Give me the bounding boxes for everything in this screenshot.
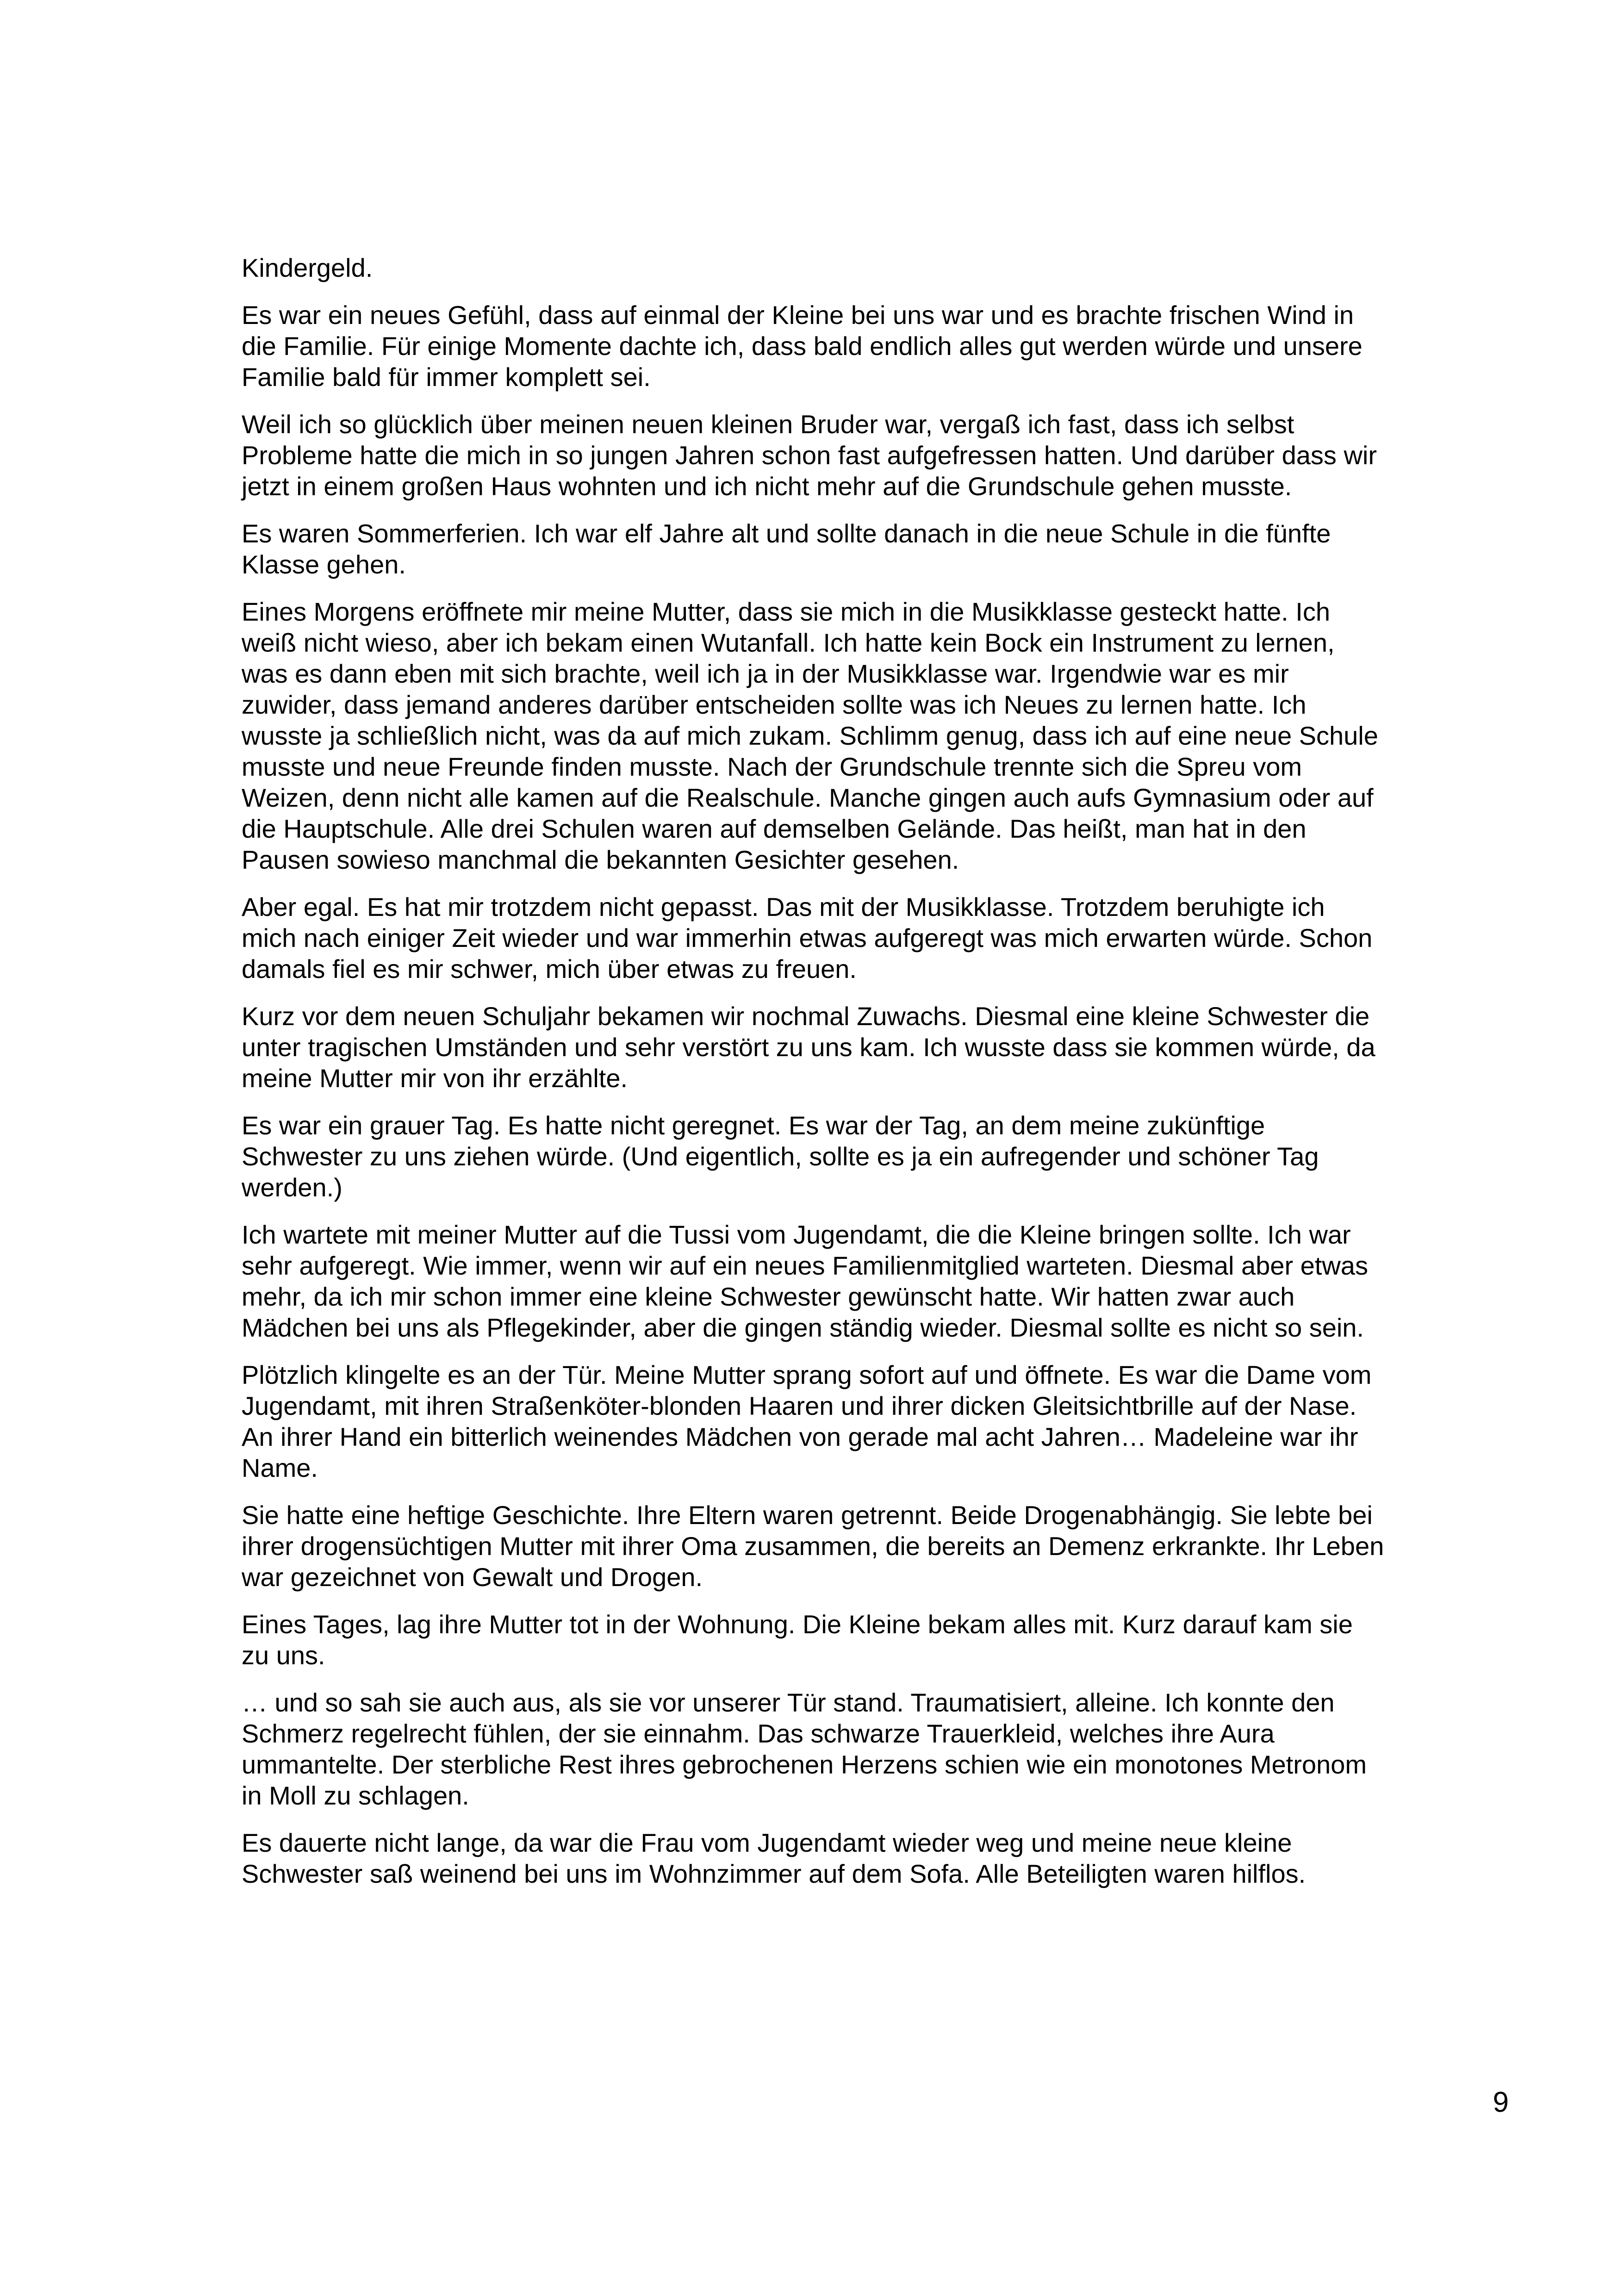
paragraph: Eines Morgens eröffnete mir meine Mutter, dass sie mich in die Musikklasse gesteckt hatte. Ich weiß nicht wieso, aber ich bekam einen Wutanfall. Ich hatte kein Bock ein Instrument zu lernen, was es dann eben mit sich brachte, weil ich ja in der Musikklasse war. Irgendwie war es mir zuwider, dass jemand anderes darüber entscheiden sollte was ich Neues zu lernen hatte. Ich wusste ja schließlich nicht, was da auf mich zukam. Schlimm genug, dass ich auf eine neue Schule musste und neue Freunde finden musste. Nach der Grundschule trennte sich die Spreu vom Weizen, denn nicht alle kamen auf die Realschule. Manche gingen auch aufs Gymnasium oder auf die Hauptschule. Alle drei Schulen waren auf demselben Gelände. Das heißt, man hat in den Pausen sowieso manchmal die bekannten Gesichter gesehen. [242, 597, 1378, 874]
paragraph: Es war ein grauer Tag. Es hatte nicht geregnet. Es war der Tag, an dem meine zukünftige Schwester zu uns ziehen würde. (Und eigentlich, sollte es ja ein aufregender und schöner Tag werden.) [242, 1111, 1319, 1202]
paragraph: Eines Tages, lag ihre Mutter tot in der Wohnung. Die Kleine bekam alles mit. Kurz darauf kam sie zu uns. [242, 1610, 1353, 1670]
paragraph: Es waren Sommerferien. Ich war elf Jahre alt und sollte danach in die neue Schule in die fünfte Klasse gehen. [242, 519, 1331, 579]
paragraph: Sie hatte eine heftige Geschichte. Ihre Eltern waren getrennt. Beide Drogenabhängig. Sie lebte bei ihrer drogensüchtigen Mutter mit ihrer Oma zusammen, die bereits an Demenz erkrankte. Ihr Leben war gezeichnet von Gewalt und Drogen. [242, 1500, 1384, 1592]
paragraph: Aber egal. Es hat mir trotzdem nicht gepasst. Das mit der Musikklasse. Trotzdem beruhigte ich mich nach einiger Zeit wieder und war immerhin etwas aufgeregt was mich erwarten würde. Schon damals fiel es mir schwer, mich über etwas zu freuen. [242, 892, 1373, 983]
paragraph: Es war ein neues Gefühl, dass auf einmal der Kleine bei uns war und es brachte frischen Wind in die Familie. Für einige Momente dachte ich, dass bald endlich alles gut werden würde und unsere Familie bald für immer komplett sei. [242, 300, 1363, 392]
paragraph: Weil ich so glücklich über meinen neuen kleinen Bruder war, vergaß ich fast, dass ich selbst Probleme hatte die mich in so jungen Jahren schon fast aufgefressen hatten. Und darüber dass wir jetzt in einem großen Haus wohnten und ich nicht mehr auf die Grundschule gehen musste. [242, 410, 1377, 501]
paragraph: Kindergeld. [242, 253, 373, 282]
paragraph: Es dauerte nicht lange, da war die Frau vom Jugendamt wieder weg und meine neue kleine Schwester saß weinend bei uns im Wohnzimmer auf dem Sofa. Alle Beteiligten waren hilflos. [242, 1828, 1306, 1888]
paragraph: Kurz vor dem neuen Schuljahr bekamen wir nochmal Zuwachs. Diesmal eine kleine Schwester die unter tragischen Umständen und sehr verstört zu uns kam. Ich wusste dass sie kommen würde, da meine Mutter mir von ihr erzählte. [242, 1002, 1375, 1093]
paragraph: Plötzlich klingelte es an der Tür. Meine Mutter sprang sofort auf und öffnete. Es war die Dame vom Jugendamt, mit ihren Straßenköter-blonden Haaren und ihrer dicken Gleitsichtbrille auf der Nase. An ihrer Hand ein bitterlich weinendes Mädchen von gerade mal acht Jahren… Madeleine war ihr Name. [242, 1360, 1372, 1482]
page-number: 9 [1493, 2086, 1509, 2118]
body-text [242, 252, 1385, 1905]
paragraph: Ich wartete mit meiner Mutter auf die Tussi vom Jugendamt, die die Kleine bringen sollte. Ich war sehr aufgeregt. Wie immer, wenn wir auf ein neues Familienmitglied warteten. Diesmal aber etwas mehr, da ich mir schon immer eine kleine Schwester gewünscht hatte. Wir hatten zwar auch Mädchen bei uns als Pflegekinder, aber die gingen ständig wieder. Diesmal sollte es nicht so sein. [242, 1220, 1368, 1342]
paragraph: … und so sah sie auch aus, als sie vor unserer Tür stand. Traumatisiert, alleine. Ich konnte den Schmerz regelrecht fühlen, der sie einnahm. Das schwarze Trauerkleid, welches ihre Aura ummantelte. Der sterbliche Rest ihres gebrochenen Herzens schien wie ein monotones Metronom in Moll zu schlagen. [242, 1688, 1367, 1810]
